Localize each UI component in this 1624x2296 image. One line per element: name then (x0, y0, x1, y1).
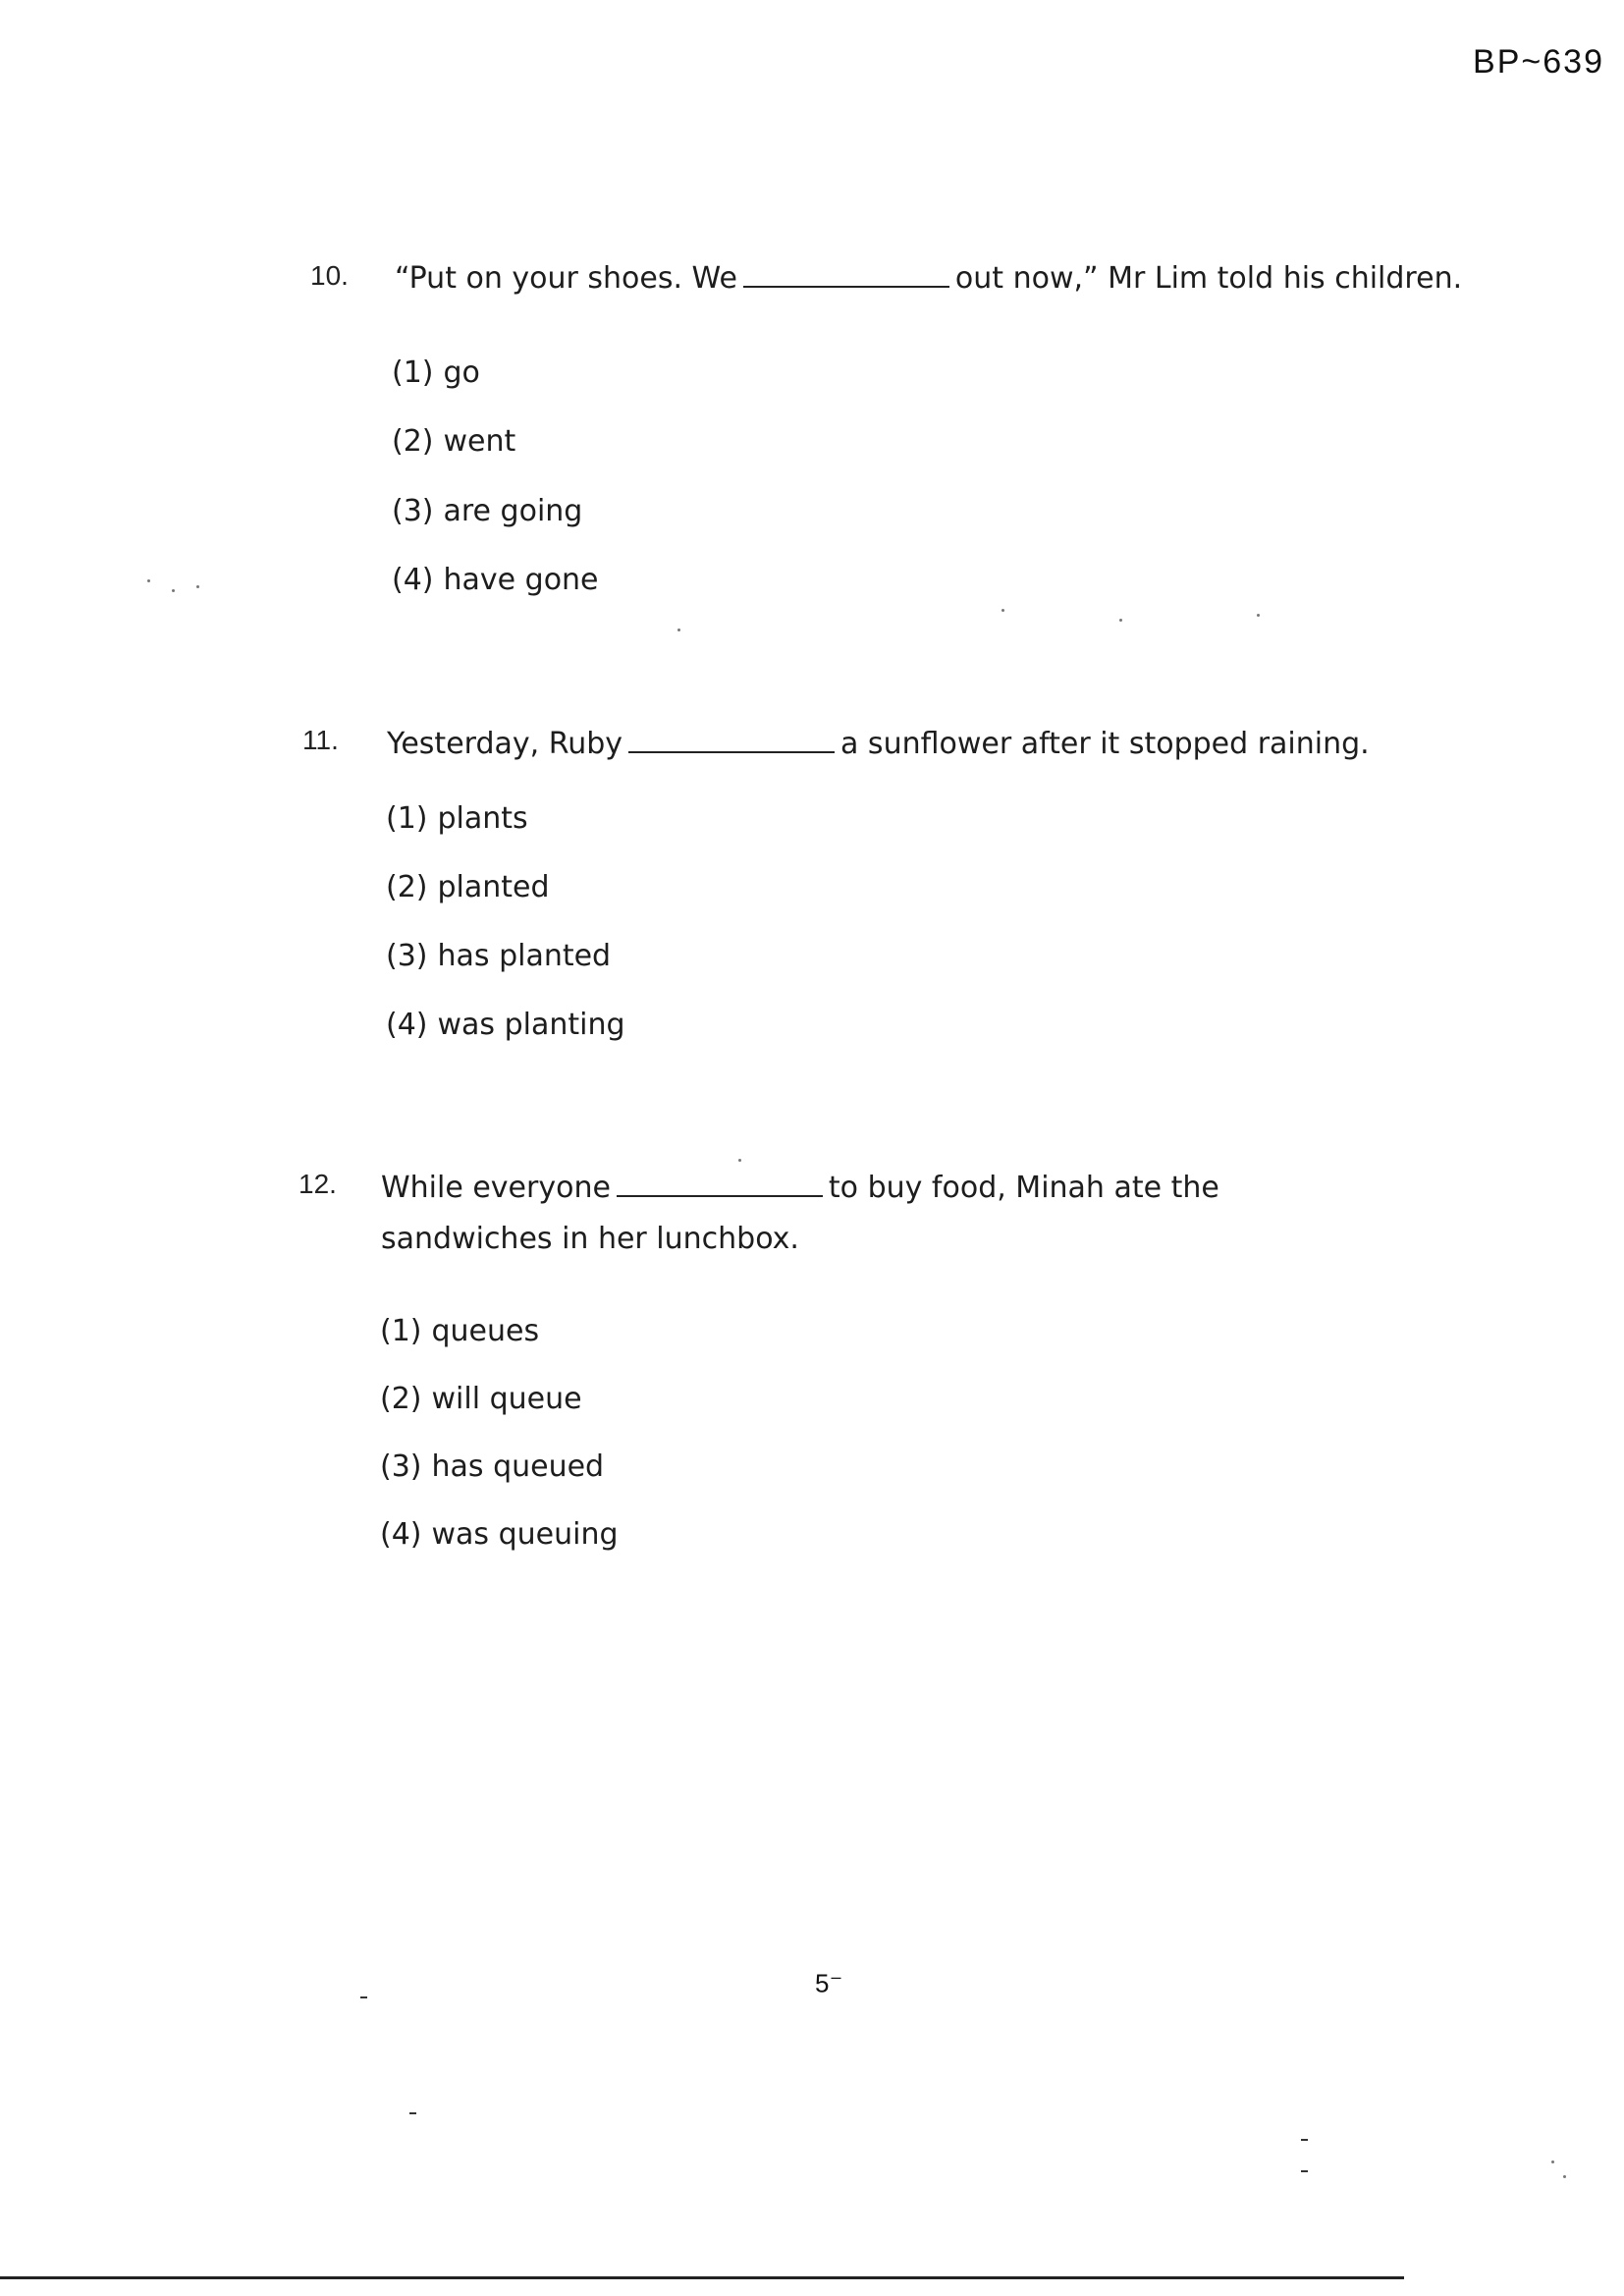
question-number: 11. (302, 725, 339, 755)
page-number-mark: – (831, 1967, 841, 1987)
option-text: are going (443, 494, 583, 528)
page-number (815, 1967, 840, 1999)
option-number: (4) (392, 563, 434, 597)
option-text: went (443, 424, 516, 459)
option-text: has planted (437, 939, 612, 973)
scan-mark (409, 2112, 416, 2114)
question-number: 10. (310, 260, 349, 291)
question-stem-line-2: sandwiches in her lunchbox. (381, 1222, 799, 1256)
scan-speck (677, 629, 680, 631)
option-number: (3) (380, 1449, 422, 1484)
scan-mark (360, 1996, 367, 1998)
scan-speck (1257, 614, 1260, 617)
option-number: (2) (380, 1382, 422, 1416)
option-number: (3) (386, 939, 428, 973)
option-text: queues (431, 1314, 540, 1348)
stem-text-before: Yesterday, Ruby (387, 727, 623, 761)
option-number: (1) (380, 1314, 422, 1348)
option-1 (386, 801, 528, 836)
bottom-rule (0, 2276, 1404, 2279)
stem-text-before: While everyone (381, 1171, 611, 1205)
option-text: have gone (443, 563, 599, 597)
scan-speck (1119, 619, 1122, 622)
option-number: (4) (386, 1008, 428, 1042)
option-number: (2) (392, 424, 434, 459)
option-number: (1) (392, 355, 434, 390)
question-stem (387, 727, 1370, 761)
scan-speck (147, 579, 150, 582)
option-4 (392, 563, 599, 597)
scan-speck (1551, 2160, 1554, 2163)
option-text: planted (437, 870, 550, 904)
option-3 (380, 1449, 604, 1484)
option-number: (2) (386, 870, 428, 904)
scan-speck (1563, 2175, 1566, 2178)
scan-speck (1001, 609, 1004, 612)
answer-blank (617, 1175, 823, 1197)
option-text: will queue (431, 1382, 582, 1416)
page-number-value: 5 (815, 1968, 830, 1998)
option-text: has queued (431, 1449, 605, 1484)
option-text: was planting (437, 1008, 625, 1042)
paper-code: BP~639 (1473, 43, 1604, 81)
option-4 (386, 1008, 625, 1042)
scan-mark (1301, 2170, 1308, 2172)
answer-blank (628, 732, 835, 753)
option-number: (3) (392, 494, 434, 528)
question-number: 12. (298, 1169, 337, 1199)
question-stem (395, 261, 1462, 296)
scan-speck (738, 1159, 741, 1162)
option-2 (392, 424, 515, 459)
option-text: go (443, 355, 480, 390)
option-text: was queuing (431, 1517, 619, 1552)
scan-speck (172, 589, 175, 592)
scan-mark (1301, 2139, 1308, 2141)
option-3 (386, 939, 611, 973)
stem-text-after: to buy food, Minah ate the (828, 1171, 1219, 1205)
scan-speck (196, 585, 199, 588)
stem-text-after: out now,” Mr Lim told his children. (954, 261, 1463, 296)
option-1 (392, 355, 480, 390)
option-3 (392, 494, 582, 528)
option-2 (386, 870, 550, 904)
option-number: (4) (380, 1517, 422, 1552)
option-text: plants (437, 801, 528, 836)
answer-blank (743, 266, 949, 288)
stem-text-after: a sunflower after it stopped raining. (840, 727, 1370, 761)
option-1 (380, 1314, 539, 1348)
option-2 (380, 1382, 582, 1416)
stem-text-before: “Put on your shoes. We (395, 261, 737, 296)
option-4 (380, 1517, 619, 1552)
option-number: (1) (386, 801, 428, 836)
question-stem (381, 1171, 1219, 1205)
